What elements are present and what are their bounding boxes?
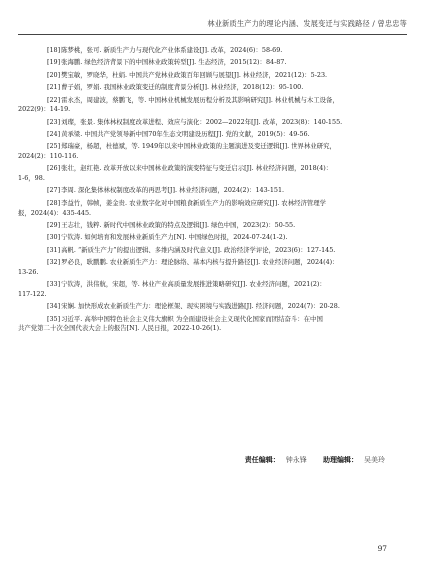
reference-entry <box>47 233 399 243</box>
reference-number: [32] <box>47 258 61 267</box>
reference-text: 郑瑞豪，杨超，杜德斌，等. 1949年以来中国林业政策的主题演进及变迁逻辑[J]. 世界林业研究， <box>61 142 336 151</box>
reference-entry <box>18 280 399 299</box>
assistant-editor-label: 助理编辑： <box>323 455 358 464</box>
reference-entry <box>18 95 399 115</box>
reference-entry <box>47 83 399 93</box>
reference-text: 宁钦涛. 如何培育和发展林业新质生产力[N]. 中国绿色时报，2024-07-24(1-2). <box>61 233 288 242</box>
reference-text-continued: 117-122. <box>18 289 47 298</box>
reference-entry <box>18 198 399 218</box>
reference-entry <box>47 71 399 81</box>
reference-text-continued: 13-26. <box>18 267 39 276</box>
responsible-editor-label: 责任编辑： <box>244 455 280 464</box>
reference-entry <box>18 258 399 277</box>
reference-number: [22] <box>47 95 61 104</box>
reference-text: 李益竹，韩帧，姜金贵. 农业数字化对中国粮食新质生产力的影响效应研究[J]. 农林经济管理学 <box>61 198 327 207</box>
reference-text: 刘璨，张景. 集体林权制度改革进程、效应与演化：2002—2022年[J]. 改革，2023(8)：140-155. <box>61 117 343 126</box>
page-number: 97 <box>377 544 387 553</box>
responsible-editor-name: 钟永锋 <box>285 456 307 464</box>
reference-number: [20] <box>47 70 61 79</box>
reference-text: 曹子娟，罗娟. 我国林业政策变迁的制度背景分析[J]. 林业经济，2018(12)：95-100. <box>61 83 304 92</box>
reference-text-continued: 2022(9)：14-19. <box>18 105 71 114</box>
reference-number: [29] <box>47 220 61 229</box>
reference-text-continued: 1-6，98. <box>18 174 45 183</box>
assistant-editor-name: 吴美玲 <box>364 456 385 464</box>
reference-entry <box>47 46 399 56</box>
reference-entry <box>47 246 399 256</box>
reference-text: 樊宝敏，罗晓华，杜娟. 中国共产党林业政策百年回顾与展望[J]. 林业经济，2021(12)：5-23. <box>61 70 328 79</box>
reference-number: [25] <box>47 142 61 151</box>
reference-number: [28] <box>47 198 61 207</box>
reference-text: 宋娴. 加快形成农业新质生产力：理论框架、现实困境与实践进路[J]. 经济问题，2024(7)：20-28. <box>61 302 340 311</box>
reference-entry <box>47 302 399 312</box>
running-title: 林业新质生产力的理论内涵、发展变迁与实践路径 / 曾忠忠等 <box>207 19 407 28</box>
reference-text: 罗必良，耿鹏鹏. 农业新质生产力：理论脉络、基本内核与提升路径[J]. 农业经济问题，2024(4)： <box>61 258 339 267</box>
reference-text: 张海鹏. 绿色经济背景下的中国林业政策转型[J]. 生态经济，2015(12)：84-87. <box>61 58 287 67</box>
reference-entry <box>18 164 399 183</box>
reference-number: [23] <box>47 117 61 126</box>
reference-number: [34] <box>47 302 61 311</box>
reference-entry <box>47 130 399 140</box>
reference-entry <box>47 118 399 128</box>
reference-number: [21] <box>47 83 61 92</box>
reference-number: [26] <box>47 164 61 173</box>
running-header <box>18 8 407 35</box>
reference-text: 张壮，赵红艳. 改革开放以来中国林业政策的演变特征与变迁启示[J]. 林业经济问题，2018(4)： <box>61 164 333 173</box>
reference-text: 陈梦桃，张可. 新质生产力与现代化产业体系建设[J]. 改革，2024(6)：58-69. <box>61 46 283 54</box>
reference-number: [33] <box>47 280 61 289</box>
reference-list <box>18 46 399 337</box>
reference-entry <box>18 314 399 334</box>
reference-number: [18] <box>47 46 61 54</box>
reference-text: 宁钦涛，洪伟航，宋超，等. 林业产业高质量发展推进策略研究[J]. 农业经济问题，2021(2)： <box>61 280 326 289</box>
reference-text: 王志壮，钱粹. 新时代中国林业政策的特点及逻辑[J]. 绿色中国，2023(2)：50-55. <box>61 220 296 229</box>
reference-text: 黄承梁. 中国共产党领导新中国70年生态文明建设历程[J]. 党的文献，2019(5)：49-56. <box>61 130 310 139</box>
reference-text-continued: 共产党第二十次全国代表大会上的报告[N]. 人民日报，2022-10-26(1). <box>18 324 222 333</box>
reference-text: 李周. 深化集体林权制度改革的再思考[J]. 林业经济问题，2024(2)：143-151. <box>61 186 285 195</box>
reference-entry <box>18 142 399 161</box>
reference-text: 高帆. “新质生产力”的提出逻辑、多维内涵及时代意义[J]. 政治经济学评论，2023(6)：127-145. <box>61 245 336 254</box>
reference-text-continued: 报，2024(4)：435-445. <box>18 208 92 217</box>
editor-credits <box>245 455 385 465</box>
reference-number: [24] <box>47 130 61 139</box>
reference-text-continued: 2024(2)：110-116. <box>18 152 79 161</box>
reference-text: 习近平. 高举中国特色社会主义伟大旗帜 为全面建设社会主义现代化国家而团结奋斗：在中国 <box>61 314 323 323</box>
reference-number: [19] <box>47 58 61 67</box>
reference-number: [35] <box>47 314 61 323</box>
reference-number: [27] <box>47 186 61 195</box>
reference-entry <box>47 186 399 196</box>
reference-entry <box>47 58 399 68</box>
reference-entry <box>47 221 399 231</box>
reference-text: 雷永杰，周建波，蔡鹏飞，等. 中国林业机械发展历程分析及其影响研究[J]. 林业机械与木工设备， <box>61 95 339 104</box>
reference-number: [30] <box>47 233 61 242</box>
reference-number: [31] <box>47 245 61 254</box>
